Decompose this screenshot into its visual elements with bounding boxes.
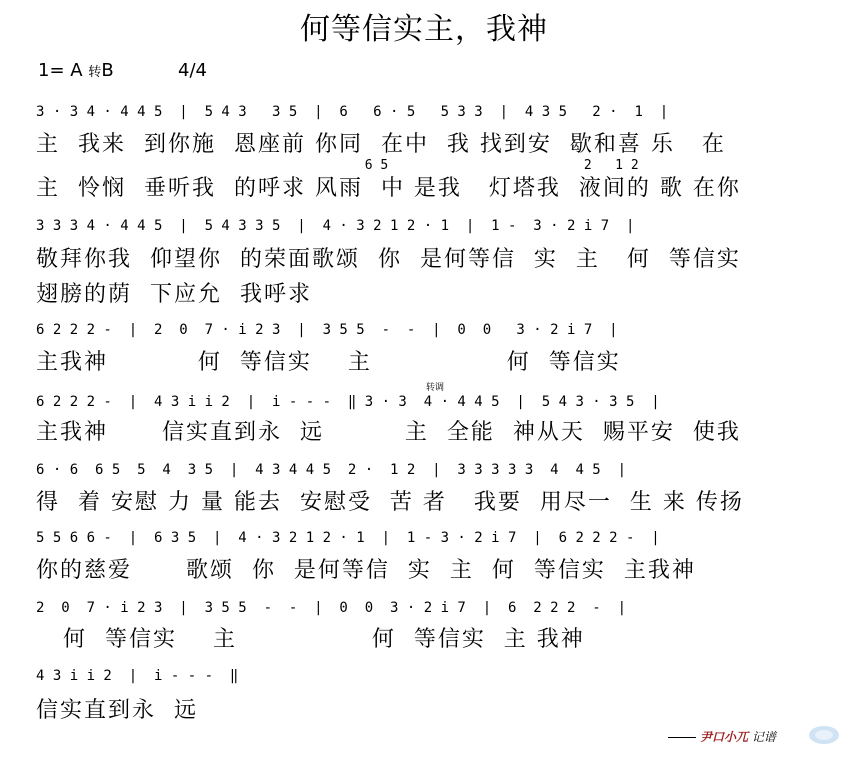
- modulation-mark: 转调: [426, 383, 445, 393]
- notes-line-2: 3 3 3 4 · 4 4 5 | 5 4 3 3 5 | 4 · 3 2 1 2 · 1 | 1 - 3 · 2 i 7 |: [36, 218, 635, 234]
- lyric-line-6: 你的慈爱 歌颂 你 是何等信 实 主 何 等信实 主我神: [36, 558, 696, 583]
- notes-line-6: 5 5 6 6 - | 6 3 5 | 4 · 3 2 1 2 · 1 | 1 - 3 · 2 i 7 | 6 2 2 2 - |: [36, 530, 660, 546]
- song-title: 何等信实主，我神: [300, 12, 548, 47]
- lyric-line-3: 主我神 何 等信实 主 何 等信实: [36, 350, 621, 375]
- time-signature: 4/4: [178, 60, 207, 81]
- key-signature: [38, 60, 114, 81]
- key-change: 转: [88, 65, 102, 80]
- watermark-logo: [808, 724, 840, 746]
- lyric-line-2b: 翅膀的荫 下应允 我呼求: [36, 282, 312, 307]
- small-notes-line: 6 5 2 1 2: [36, 158, 639, 173]
- lyric-line-2a: 敬拜你我 仰望你 的荣面歌颂 你 是何等信 实 主 何 等信实: [36, 247, 741, 272]
- notes-line-7: 2 0 7 · i 2 3 | 3 5 5 - - | 0 0 3 · 2 i 7 | 6 2 2 2 - |: [36, 600, 627, 616]
- key-prefix: 1= A: [38, 60, 89, 81]
- notes-line-8: 4 3 i i 2 | i - - - ‖: [36, 668, 239, 684]
- lyric-line-7: 何 等信实 主 何 等信实 主 我神: [36, 627, 585, 652]
- transcriber-name: 尹口小兀: [700, 730, 749, 744]
- lyric-line-1a: 主 我来 到你施 恩座前 你同 在中 我 找到安 歇和喜 乐 在: [36, 132, 726, 157]
- notes-line-4: 6 2 2 2 - | 4 3 i i 2 | i - - - ‖ 3 · 3 4 · 4 4 5 | 5 4 3 · 3 5 |: [36, 394, 660, 410]
- lyric-line-1b: 主 怜悯 垂听我 的呼求 风雨 中 是我 灯塔我 液间的 歌 在你: [36, 176, 741, 201]
- notes-line-1: 3 · 3 4 · 4 4 5 | 5 4 3 3 5 | 6 6 · 5 5 3 3 | 4 3 5 2 · 1 |: [36, 104, 669, 120]
- notes-line-3: 6 2 2 2 - | 2 0 7 · i 2 3 | 3 5 5 - - | 0 0 3 · 2 i 7 |: [36, 322, 618, 338]
- transcriber-credit: [668, 728, 776, 745]
- lyric-line-8: 信实直到永 远: [36, 698, 198, 723]
- lyric-line-5: 得 着 安慰 力 量 能去 安慰受 苦 者 我要 用尽一 生 来 传扬: [36, 490, 744, 515]
- lyric-line-4: 主我神 信实直到永 远 主 全能 神从天 赐平安 使我: [36, 420, 741, 445]
- transcriber-suffix: 记谱: [751, 730, 776, 744]
- key-target: B: [101, 60, 114, 81]
- notes-line-5: 6 · 6 6 5 5 4 3 5 | 4 3 4 4 5 2 · 1 2 | 3 3 3 3 3 4 4 5 |: [36, 462, 627, 478]
- credit-dash: [668, 737, 696, 738]
